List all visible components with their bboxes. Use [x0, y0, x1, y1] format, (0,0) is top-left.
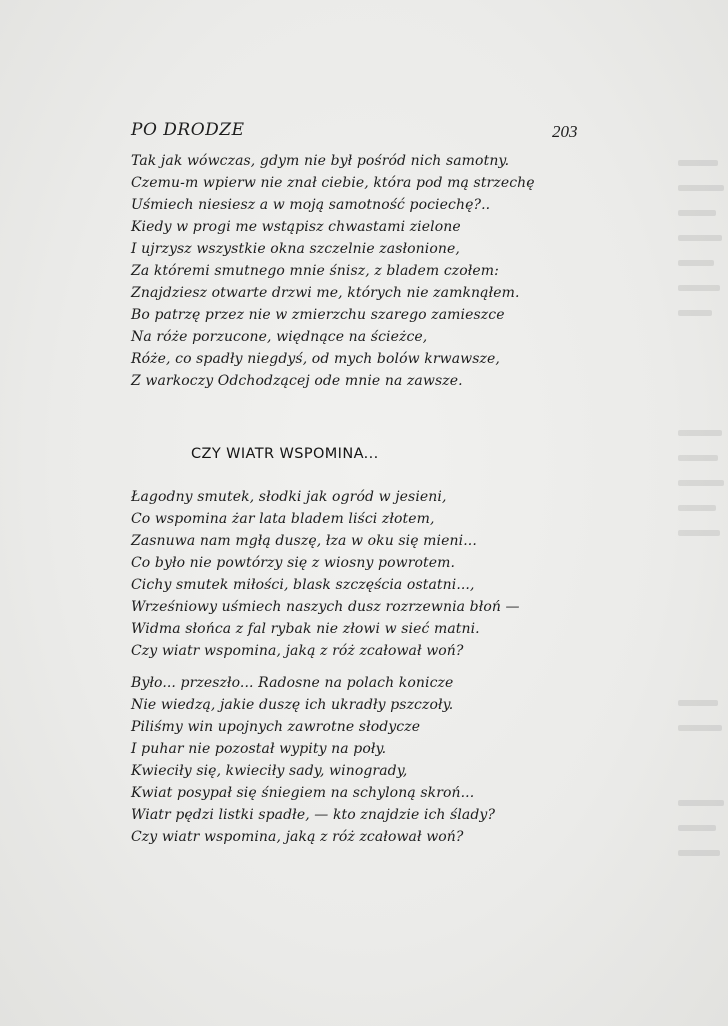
verse-line: Kwiat posypał się śniegiem na schyloną skroń...	[131, 785, 475, 801]
verse-line: Wrześniowy uśmiech naszych dusz rozrzewnia błoń —	[131, 599, 520, 615]
verse-line: I ujrzysz wszystkie okna szczelnie zasłonione,	[131, 241, 460, 257]
verse-line: Było... przeszło... Radosne na polach konicze	[131, 675, 454, 691]
verse-line: Na róże porzucone, więdnące na ścieżce,	[131, 329, 428, 345]
verse-line: Za któremi smutnego mnie śnisz, z bladem czołem:	[131, 263, 499, 279]
verse-line: Widma słońca z fal rybak nie złowi w sieć matni.	[131, 621, 480, 637]
verse-line: Co było nie powtórzy się z wiosny powrotem.	[131, 555, 456, 571]
verse-line: Cichy smutek miłości, blask szczęścia ostatni...,	[131, 577, 475, 593]
verse-line: Róże, co spadły niegdyś, od mych bolów krwawsze,	[131, 351, 500, 367]
verse-line: Łagodny smutek, słodki jak ogród w jesieni,	[131, 489, 447, 505]
verse-line: Tak jak wówczas, gdym nie był pośród nich samotny.	[131, 153, 510, 169]
verse-line: Z warkoczy Odchodzącej ode mnie na zawsze.	[131, 373, 463, 389]
verse-line: Bo patrzę przez nie w zmierzchu szarego zamieszce	[131, 307, 505, 323]
poem-title: CZY WIATR WSPOMINA...	[191, 446, 379, 462]
verse-line: Piliśmy win upojnych zawrotne słodycze	[131, 719, 421, 735]
page-number: 203	[552, 122, 578, 141]
verse-line: I puhar nie pozostał wypity na poły.	[131, 741, 387, 757]
verse-line: Uśmiech niesiesz a w moją samotność pociechę?..	[131, 197, 491, 213]
verse-line: Czy wiatr wspomina, jaką z róż zcałował woń?	[131, 829, 464, 845]
verse-line: Czemu-m wpierw nie znał ciebie, która pod mą strzechę	[131, 175, 535, 191]
verse-line: Czy wiatr wspomina, jaką z róż zcałował woń?	[131, 643, 464, 659]
verse-line: Znajdziesz otwarte drzwi me, których nie zamknąłem.	[131, 285, 520, 301]
verse-line: Zasnuwa nam mgłą duszę, łza w oku się mieni...	[131, 533, 477, 549]
verse-line: Nie wiedzą, jakie duszę ich ukradły pszczoły.	[131, 697, 454, 713]
reverse-page-bleed-through	[678, 0, 728, 1026]
verse-line: Kiedy w progi me wstąpisz chwastami zielone	[131, 219, 461, 235]
verse-line: Wiatr pędzi listki spadłe, — kto znajdzie ich ślady?	[131, 807, 496, 823]
verse-line: Co wspomina żar lata bladem liści złotem,	[131, 511, 435, 527]
running-header-title: PO DRODZE	[131, 120, 245, 140]
verse-line: Kwieciły się, kwieciły sady, winogrady,	[131, 763, 408, 779]
